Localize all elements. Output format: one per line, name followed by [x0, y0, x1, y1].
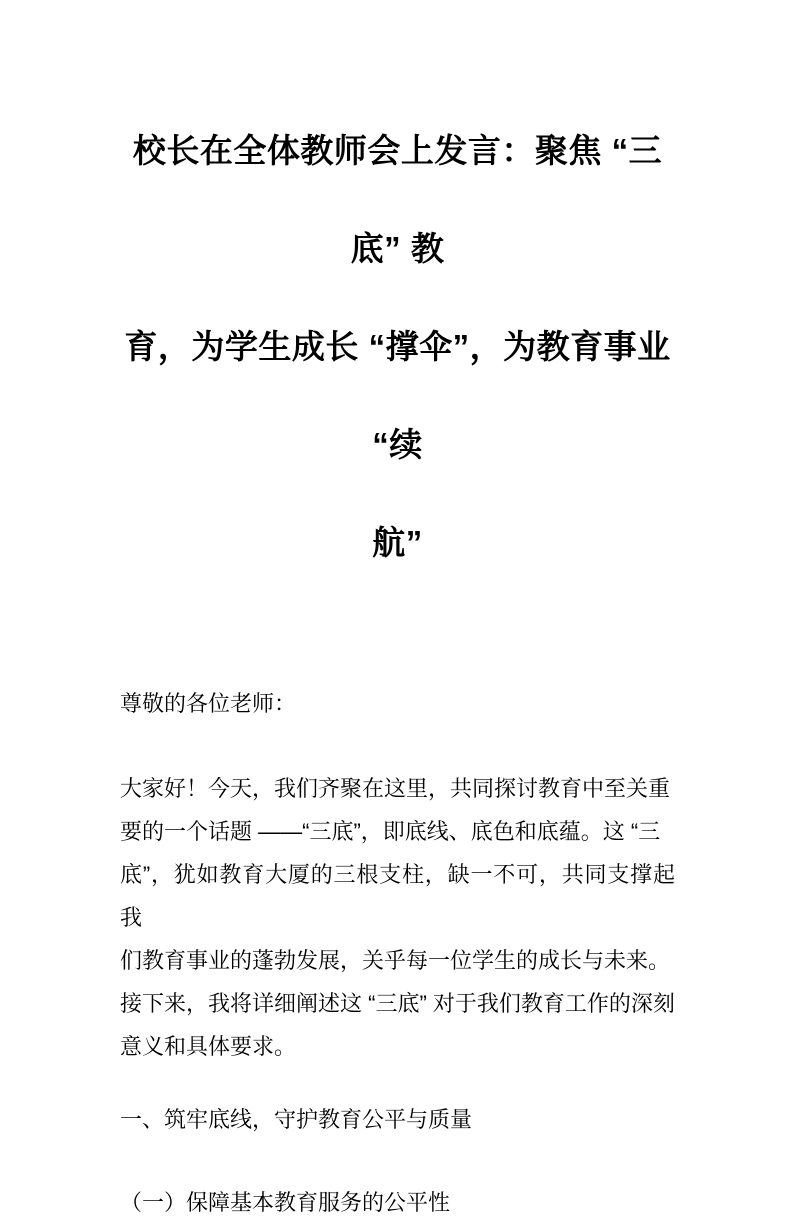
subsection-heading: （一）保障基本教育服务的公平性: [120, 1190, 451, 1215]
title-line-3: 航”: [372, 524, 423, 561]
greeting-line: 尊敬的各位老师：: [120, 691, 297, 716]
paragraph-line-1: 大家好！今天，我们齐聚在这里，共同探讨教育中至关重: [120, 776, 671, 801]
paragraph-line-3: 底”，犹如教育大厦的三根支柱，缺一不可，共同支撑起我: [120, 862, 675, 930]
paragraph-line-6: 意义和具体要求。: [120, 1034, 297, 1059]
body-paragraph: [120, 767, 675, 1068]
paragraph-line-5: 接下来，我将详细阐述这 “三底” 对于我们教育工作的深刻: [120, 991, 675, 1016]
paragraph-line-2: 要的一个话题 ——“三底”，即底线、底色和底蕴。这 “三: [120, 819, 661, 844]
section-heading: 一、筑牢底线，守护教育公平与质量: [120, 1107, 473, 1132]
title-line-2: 育，为学生成长 “撑伞”，为教育事业 “续: [124, 328, 671, 463]
document-title: [120, 102, 675, 592]
paragraph-line-4: 们教育事业的蓬勃发展，关乎每一位学生的成长与未来。: [120, 948, 671, 973]
title-line-1: 校长在全体教师会上发言：聚焦 “三底” 教: [132, 132, 663, 267]
